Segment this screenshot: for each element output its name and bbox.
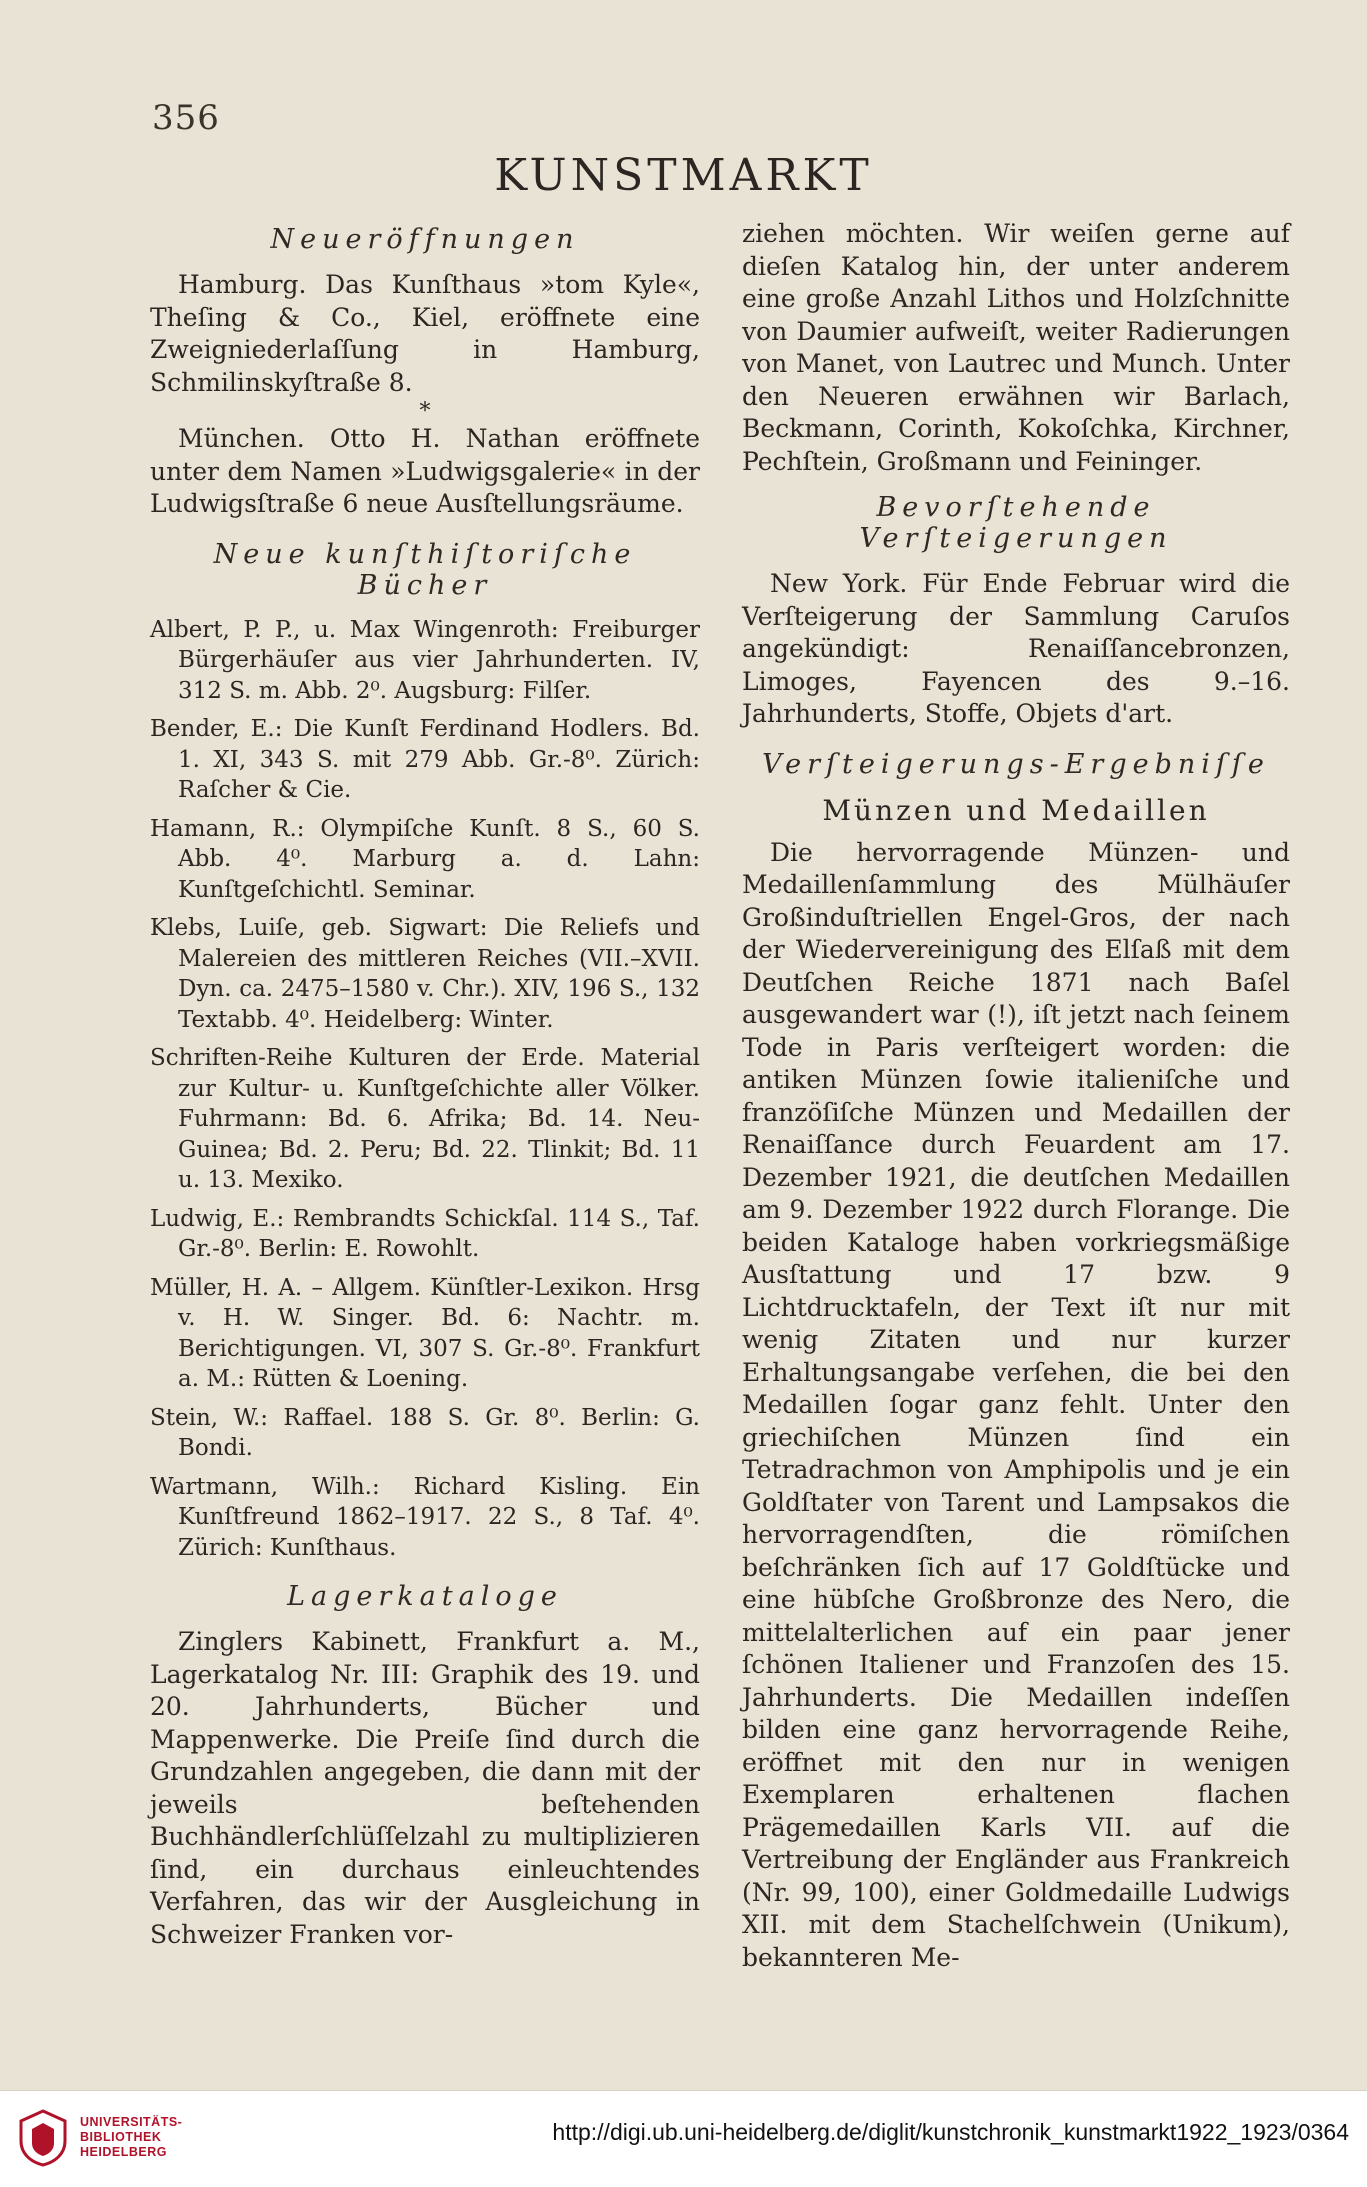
logo-line: HEIDELBERG bbox=[80, 2145, 167, 2159]
page-title: KUNSTMARKT bbox=[494, 150, 873, 201]
section-heading-neueroeffnungen: Neueröffnungen bbox=[270, 224, 580, 255]
book-entry: Ludwig, E.: Rembrandts Schickſal. 114 S., Taf. Gr.-8⁰. Berlin: E. Rowohlt. bbox=[150, 1205, 700, 1262]
book-entry: Albert, P. P., u. Max Wingenroth: Freiburger Bürgerhäuſer aus vier Jahrhunderten. IV, 312 S. m. Abb. 2⁰. Augsburg: Filſer. bbox=[150, 616, 700, 704]
footer-bar bbox=[0, 2090, 1367, 2187]
university-seal-icon bbox=[18, 2109, 68, 2167]
section-heading-ergebnisse: Verſteigerungs-Ergebniſſe bbox=[762, 748, 1270, 780]
library-logo-text bbox=[80, 2115, 182, 2160]
right-column bbox=[742, 218, 1290, 1978]
book-entry: Hamann, R.: Olympiſche Kunſt. 8 S., 60 S. Abb. 4⁰. Marburg a. d. Lahn: Kunſtgeſchichtl. Seminar. bbox=[150, 815, 700, 903]
left-column bbox=[150, 218, 700, 1955]
book-entry: Wartmann, Wilh.: Richard Kisling. Ein Kunſtfreund 1862–1917. 22 S., 8 Taf. 4⁰. Zürich: Kunſthaus. bbox=[150, 1473, 700, 1561]
section-heading-versteigerungen: Bevorſtehende Verſteigerungen bbox=[859, 492, 1173, 554]
paragraph-continuation: ziehen möchten. Wir weiſen gerne auf dieſen Katalog hin, der unter anderem eine große Anzahl Lithos und Holzſchnitte von Daumier aufweiſt, weiter Radierungen von Manet, von Lautrec und Munch. Unter den Neueren erwähnen wir Barlach, Beckmann, Corinth, Kokoſchka, Kirchner, Pechſtein, Großmann und Feininger. bbox=[742, 219, 1290, 476]
section-heading-lagerkataloge: Lagerkataloge bbox=[287, 1581, 563, 1612]
source-url-link[interactable]: http://digi.ub.uni-heidelberg.de/diglit/kunstchronik_kunstmarkt1922_1923/0364 bbox=[552, 2119, 1349, 2145]
book-entry: Bender, E.: Die Kunſt Ferdinand Hodlers. Bd. 1. XI, 343 S. mit 279 Abb. Gr.-8⁰. Zürich: Raſcher & Cie. bbox=[150, 716, 700, 803]
page-number: 356 bbox=[152, 98, 220, 138]
book-entry: Stein, W.: Raffael. 188 S. Gr. 8⁰. Berlin: G. Bondi. bbox=[150, 1404, 700, 1461]
paragraph-hamburg: Hamburg. Das Kunſthaus »tom Kyle«, Theſing & Co., Kiel, eröffnete eine Zweigniederlaſſung in Hamburg, Schmilinskyſtraße 8. bbox=[150, 270, 700, 397]
book-entry: Müller, H. A. – Allgem. Künſtler-Lexikon. Hrsg v. H. W. Singer. Bd. 6: Nachtr. m. Berichtigungen. VI, 307 S. Gr.-8⁰. Frankfurt a. M.: Rütten & Loening. bbox=[150, 1274, 700, 1392]
paragraph-muenchen: München. Otto H. Nathan eröffnete unter dem Namen »Ludwigsgalerie« in der Ludwigsſtraße 6 neue Ausſtellungsräume. bbox=[150, 424, 700, 518]
paragraph-zingler: Zinglers Kabinett, Frankfurt a. M., Lagerkatalog Nr. III: Graphik des 19. und 20. Jahrhunderts, Bücher und Mappenwerke. Die Preiſe ſind durch die Grundzahlen angegeben, die dann mit der jeweils beſtehenden Buchhändlerſchlüſſelzahl zu multiplizieren ſind, ein durchaus einleuchtendes Verfahren, das wir der Ausgleichung in Schweizer Franken vor- bbox=[150, 1627, 700, 1949]
paragraph-engel-gros: Die hervorragende Münzen- und Medaillenſammlung des Mülhäuſer Großinduſtriellen Engel-Gros, der nach der Wiedervereinigung des Elſaß mit dem Deutſchen Reiche 1871 nach Baſel ausgewandert war (!), iſt jetzt nach ſeinem Tode in Paris verſteigert worden: die antiken Münzen ſowie italieniſche und franzöſiſche Münzen und Medaillen der Renaiſſance durch Feuardent am 17. Dezember 1921, die deutſchen Medaillen am 9. Dezember 1922 durch Florange. Die beiden Kataloge haben vorkriegsmäßige Ausſtattung und 17 bzw. 9 Lichtdrucktafeln, der Text iſt nur mit wenig Zitaten und nur kurzer Erhaltungsangabe verſehen, die bei den Medaillen ſogar ganz fehlt. Unter den griechiſchen Münzen ſind ein Tetradrachmon von Amphipolis und je ein Goldſtater von Tarent und Lampsakos die hervorragendſten, die römiſchen beſchränken ſich auf 17 Goldſtücke und eine hübſche Großbronze des Nero, die mittelalterlichen auf ein paar jener ſchönen Italiener und Franzoſen des 15. Jahrhunderts. Die Medaillen indeſſen bilden eine ganz hervorragende Reihe, eröffnet mit den nur in wenigen Exemplaren erhaltenen flachen Prägemedaillen Karls VII. auf die Vertreibung der Engländer aus Frankreich (Nr. 99, 100), einer Goldmedaille Ludwigs XII. mit dem Stachelſchwein (Unikum), bekannteren Me- bbox=[742, 837, 1290, 1972]
subheading-muenzen: Münzen und Medaillen bbox=[822, 793, 1210, 827]
logo-line: BIBLIOTHEK bbox=[80, 2130, 162, 2144]
separator-star: * bbox=[419, 399, 431, 424]
book-entry: Klebs, Luiſe, geb. Sigwart: Die Reliefs und Malereien des mittleren Reiches (VII.–XVII. Dyn. ca. 2475–1580 v. Chr.). XIV, 196 S., 132 Textabb. 4⁰. Heidelberg: Winter. bbox=[150, 915, 700, 1033]
section-heading-buecher: Neue kunſthiſtoriſche Bücher bbox=[213, 538, 637, 601]
book-entry: Schriften-Reihe Kulturen der Erde. Material zur Kultur- u. Kunſtgeſchichte aller Völker. Fuhrmann: Bd. 6. Afrika; Bd. 14. Neu-Guinea; Bd. 2. Peru; Bd. 22. Tlinkit; Bd. 11 u. 13. Mexiko. bbox=[150, 1045, 700, 1193]
paragraph-new-york: New York. Für Ende Februar wird die Verſteigerung der Sammlung Caruſos angekündigt: Renaiſſancebronzen, Limoges, Fayencen des 9.–16. Jahrhunderts, Stoffe, Objets d'art. bbox=[742, 569, 1290, 728]
logo-line: UNIVERSITÄTS- bbox=[80, 2115, 183, 2129]
